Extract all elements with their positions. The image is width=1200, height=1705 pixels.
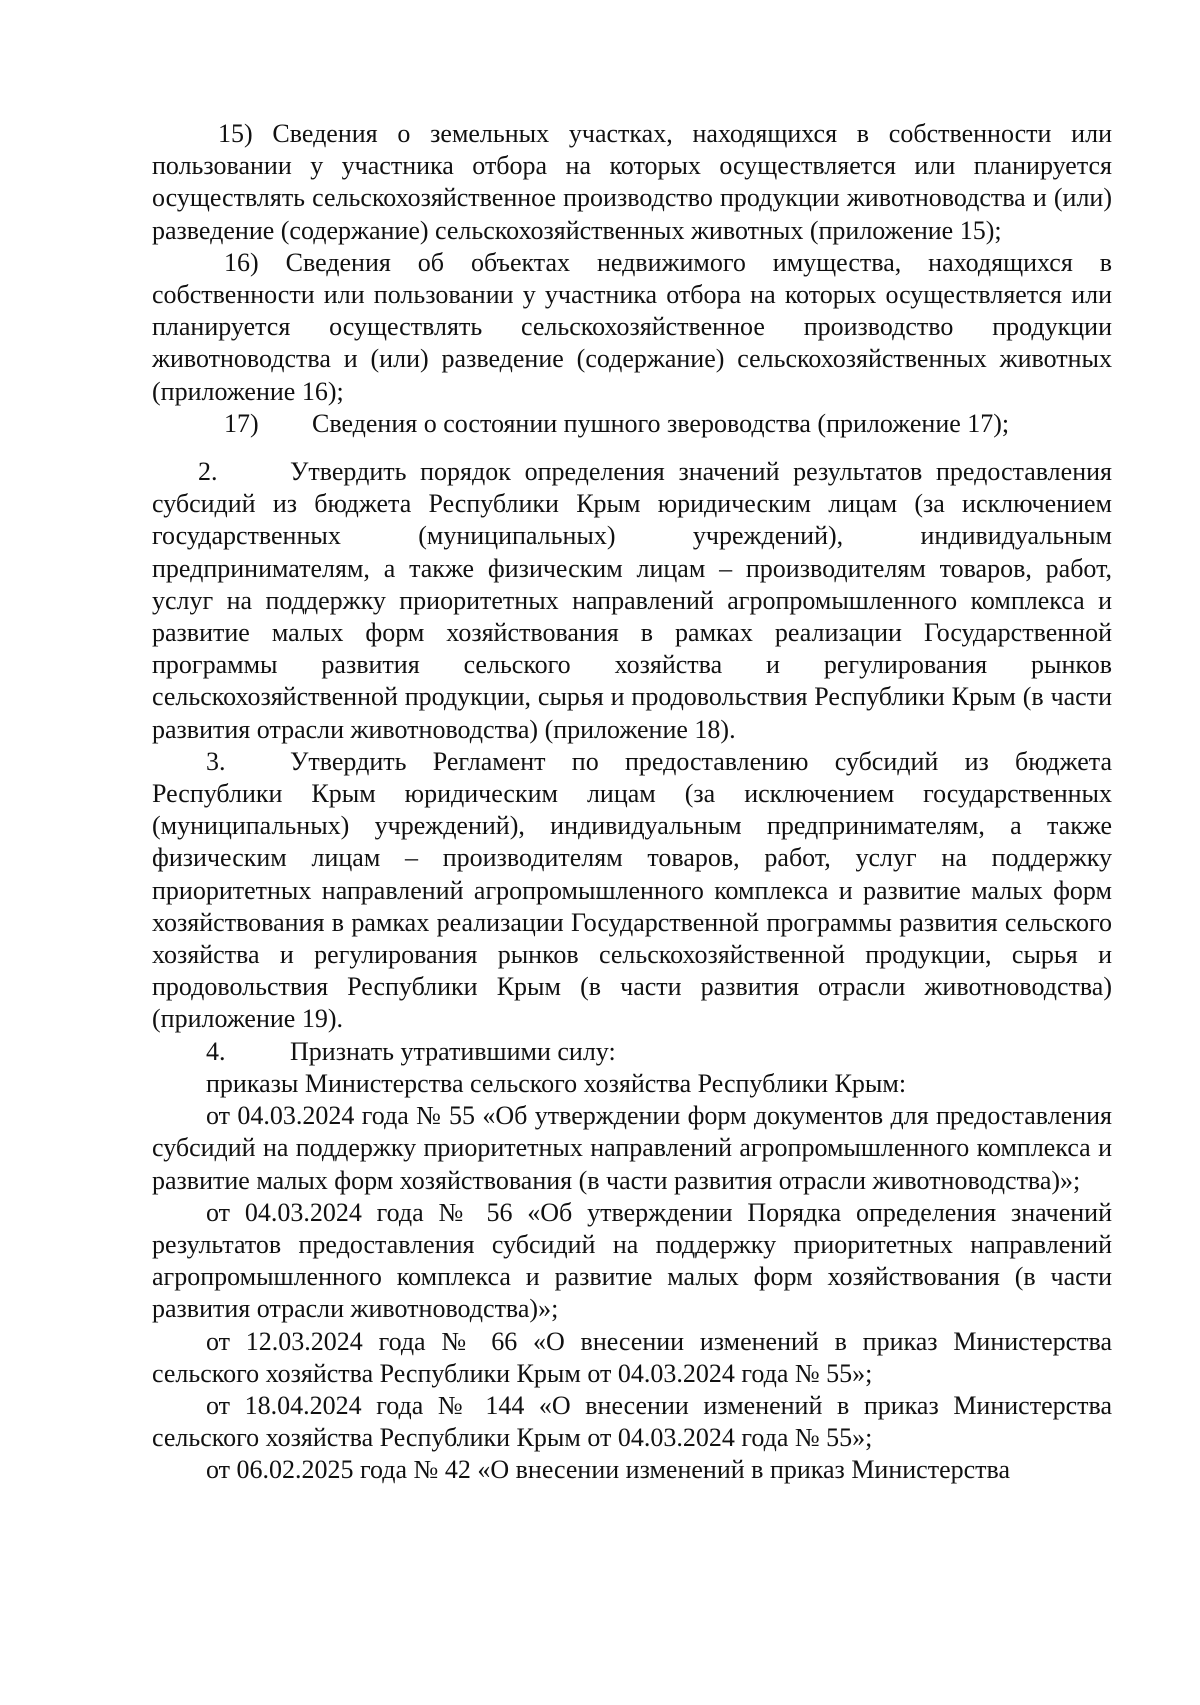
- paragraph-text: приказы Министерства сельского хозяйства Республики Крым:: [206, 1068, 907, 1098]
- paragraph-order-55: [152, 1100, 1112, 1197]
- paragraph-text: от 12.03.2024 года № 66 «О внесении изменений в приказ Министерства сельского хозяйства Республики Крым от 04.03.2024 года № 55»;: [152, 1326, 1112, 1388]
- item-number: 17): [224, 408, 259, 438]
- paragraph-item-2: [152, 456, 1112, 746]
- item-number: 3.: [206, 746, 226, 776]
- paragraph-order-56: [152, 1197, 1112, 1326]
- paragraph-text: от 04.03.2024 года № 55 «Об утверждении форм документов для предоставления субсидий на поддержку приоритетных направлений агропромышленного комплекса и развитие малых форм хозяйствования (в части развития отрасли животноводства)»;: [152, 1101, 1112, 1195]
- document-body: [152, 118, 1112, 1487]
- paragraph-text: от 04.03.2024 года № 56 «Об утверждении Порядка определения значений результатов предоставления субсидий на поддержку приоритетных направлений агропромышленного комплекса и развитие малых форм хозяйствования (в части развития отрасли животноводства)»;: [152, 1197, 1112, 1324]
- paragraph-item-17: [152, 408, 1112, 440]
- paragraph-text: Сведения о состоянии пушного звероводства (приложение 17);: [312, 408, 1010, 438]
- paragraph-text: Утвердить Регламент по предоставлению субсидий из бюджета Республики Крым юридическим лицам (за исключением государственных (муниципальных) учреждений), индивидуальным предпринимателям, а также физическим лицам – производителям товаров, работ, услуг на поддержку приоритетных направлений агропромышленного комплекса и развитие малых форм хозяйствования в рамках реализации Государственной программы развития сельского хозяйства и регулирования рынков сельскохозяйственной продукции, сырья и продовольствия Республики Крым (в части развития отрасли животноводства) (приложение 19).: [152, 746, 1112, 1034]
- paragraph-item-15: [152, 118, 1112, 247]
- paragraph-item-3: [152, 746, 1112, 1036]
- paragraph-order-144: [152, 1390, 1112, 1454]
- paragraph-text: Утвердить порядок определения значений результатов предоставления субсидий из бюджета Республики Крым юридическим лицам (за исключением государственных (муниципальных) учреждений), индивидуальным предпринимателям, а также физическим лицам – производителям товаров, работ, услуг на поддержку приоритетных направлений агропромышленного комплекса и развитие малых форм хозяйствования в рамках реализации Государственной программы развития сельского хозяйства и регулирования рынков сельскохозяйственной продукции, сырья и продовольствия Республики Крым (в части развития отрасли животноводства) (приложение 18).: [152, 457, 1112, 744]
- item-number: 2.: [198, 457, 218, 487]
- paragraph-orders-intro: [152, 1068, 1112, 1100]
- paragraph-text: 15) Сведения о земельных участках, находящихся в собственности или пользовании у участника отбора на которых осуществляется или планируется осуществлять сельскохозяйственное производство продукции животноводства и (или) разведение (содержание) сельскохозяйственных животных (приложение 15);: [152, 119, 1112, 245]
- item-number: 4.: [206, 1036, 226, 1066]
- paragraph-text: 16) Сведения об объектах недвижимого имущества, находящихся в собственности или пользовании у участника отбора на которых осуществляется или планируется осуществлять сельскохозяйственное производство продукции животноводства и (или) разведение (содержание) сельскохозяйственных животных (приложение 16);: [152, 247, 1112, 406]
- paragraph-text: от 06.02.2025 года № 42 «О внесении изменений в приказ Министерства: [206, 1455, 1010, 1485]
- paragraph-item-16: [152, 247, 1112, 408]
- paragraph-text: Признать утратившими силу:: [290, 1036, 616, 1066]
- paragraph-order-66: [152, 1326, 1112, 1390]
- paragraph-order-42: [152, 1454, 1112, 1486]
- paragraph-text: от 18.04.2024 года № 144 «О внесении изменений в приказ Министерства сельского хозяйства Республики Крым от 04.03.2024 года № 55»;: [152, 1390, 1112, 1453]
- paragraph-item-4: [152, 1036, 1112, 1068]
